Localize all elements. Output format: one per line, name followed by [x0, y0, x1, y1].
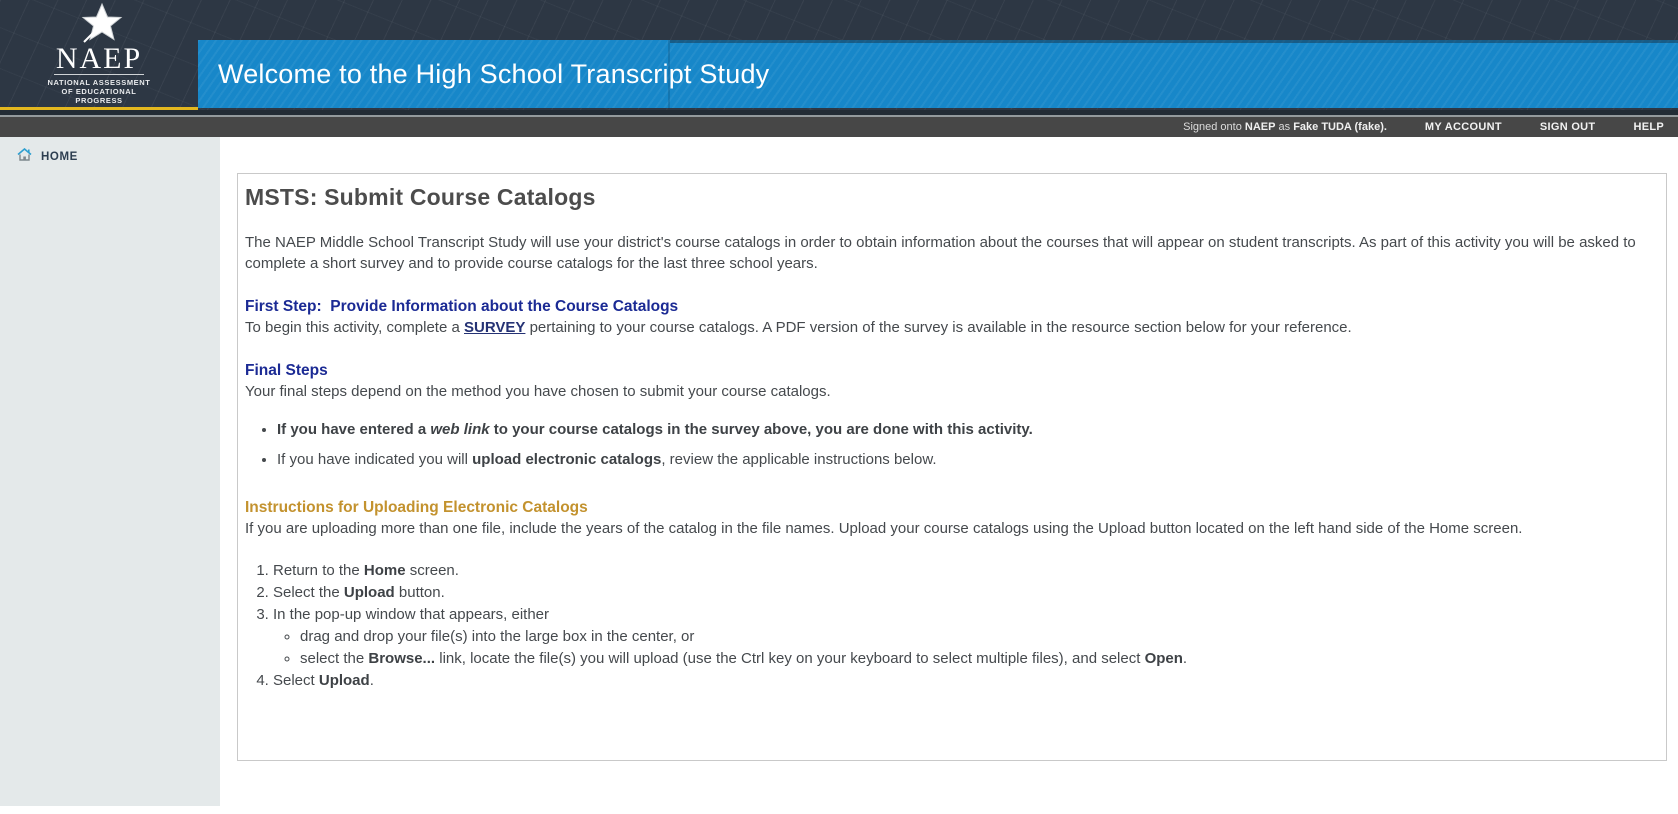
- final-steps-heading: Final Steps: [245, 362, 328, 379]
- step4-post: .: [369, 672, 374, 689]
- signed-in-org: NAEP: [1244, 121, 1276, 133]
- bullet-web-link: [277, 419, 1658, 440]
- final-steps-bullet-list: [245, 419, 1658, 470]
- final-steps-body: Your final steps depend on the method you have chosen to submit your course catalogs.: [245, 383, 831, 400]
- first-step-body-post: pertaining to your course catalogs. A PDF version of the survey is available in the resource section below for your reference.: [525, 319, 1352, 336]
- step3-text: In the pop-up window that appears, either: [273, 606, 550, 623]
- banner-seam: [668, 40, 670, 108]
- naep-logo-acronym: NAEP: [55, 42, 143, 75]
- my-account-link[interactable]: MY ACCOUNT: [1424, 121, 1502, 133]
- main-content: [220, 137, 1678, 761]
- step1-post: screen.: [405, 562, 459, 579]
- survey-link[interactable]: SURVEY: [464, 319, 526, 336]
- bullet2-post: , review the applicable instructions below.: [661, 451, 937, 468]
- sidebar-item-home[interactable]: [0, 137, 220, 166]
- option-drag-drop: [300, 626, 1658, 647]
- step-return-home: [273, 560, 1658, 581]
- tagline-line: OF EDUCATIONAL: [61, 87, 137, 96]
- step2-post: button.: [394, 584, 445, 601]
- sidebar: [0, 137, 220, 806]
- bullet1-emphasis: web link: [430, 421, 490, 438]
- sidebar-item-home-label: HOME: [41, 151, 78, 163]
- main-row: [0, 137, 1678, 814]
- first-step-body: [245, 317, 1658, 338]
- signed-in-user: Fake TUDA (fake).: [1293, 121, 1387, 133]
- signed-in-status: [1183, 121, 1387, 133]
- step-final-upload: [273, 670, 1658, 691]
- welcome-banner: [198, 40, 1678, 108]
- star-icon: [0, 2, 198, 46]
- naep-logo: [0, 0, 198, 107]
- instructions-body: If you are uploading more than one file, include the years of the catalog in the file names. Upload your course catalogs using the Upload button located on the left hand side of the Home screen.: [245, 520, 1523, 537]
- popup-options-list: [273, 626, 1658, 669]
- content-panel: [237, 173, 1667, 761]
- step3b-mid: link, locate the file(s) you will upload (use the Ctrl key on your keyboard to select multiple files), and select: [435, 650, 1145, 667]
- step2-pre: Select the: [273, 584, 344, 601]
- signed-in-prefix: Signed onto: [1183, 121, 1245, 133]
- option-browse: [300, 648, 1658, 669]
- step1-pre: Return to the: [273, 562, 364, 579]
- banner-right-edge: [670, 40, 1678, 43]
- bullet1-pre: If you have entered a: [277, 421, 431, 438]
- step-select-upload-button: [273, 582, 1658, 603]
- first-step-body-pre: To begin this activity, complete a: [245, 319, 464, 336]
- help-link[interactable]: HELP: [1633, 121, 1664, 133]
- app-header: [0, 0, 1678, 137]
- step4-strong: Upload: [318, 672, 370, 689]
- step-popup-window: [273, 604, 1658, 669]
- naep-logo-tagline: [0, 78, 198, 105]
- step3b-pre: select the: [300, 650, 369, 667]
- page-title: MSTS: Submit Course Catalogs: [245, 184, 596, 210]
- step3b-strong: Browse...: [368, 650, 436, 667]
- tagline-line: PROGRESS: [75, 96, 123, 105]
- instructions-heading: Instructions for Uploading Electronic Catalogs: [245, 499, 588, 516]
- step1-strong: Home: [363, 562, 406, 579]
- step2-strong: Upload: [343, 584, 395, 601]
- intro-paragraph: The NAEP Middle School Transcript Study will use your district's course catalogs in order to obtain information about the courses that will appear on student transcripts. As part of this activity you will be asked to complete a short survey and to provide course catalogs for the last three school years.: [245, 234, 1636, 272]
- session-bar: [0, 117, 1678, 137]
- banner-title: Welcome to the High School Transcript Study: [218, 58, 770, 89]
- upload-steps-list: [245, 560, 1658, 691]
- step3b-strong2: Open: [1144, 650, 1183, 667]
- step4-pre: Select: [273, 672, 319, 689]
- bullet2-strong: upload electronic catalogs: [472, 451, 662, 468]
- sign-out-link[interactable]: SIGN OUT: [1539, 121, 1596, 133]
- first-step-heading: First Step: Provide Information about the Course Catalogs: [245, 298, 679, 315]
- bullet2-pre: If you have indicated you will: [277, 451, 473, 468]
- step3b-post: .: [1182, 650, 1188, 667]
- bullet-upload-catalogs: [277, 449, 1658, 470]
- signed-in-middle: as: [1275, 121, 1294, 133]
- bullet1-post: to your course catalogs in the survey above, you are done with this activity.: [489, 421, 1033, 438]
- home-icon: [17, 148, 32, 166]
- step3a-text: drag and drop your file(s) into the large box in the center, or: [300, 628, 695, 645]
- tagline-line: NATIONAL ASSESSMENT: [47, 78, 151, 87]
